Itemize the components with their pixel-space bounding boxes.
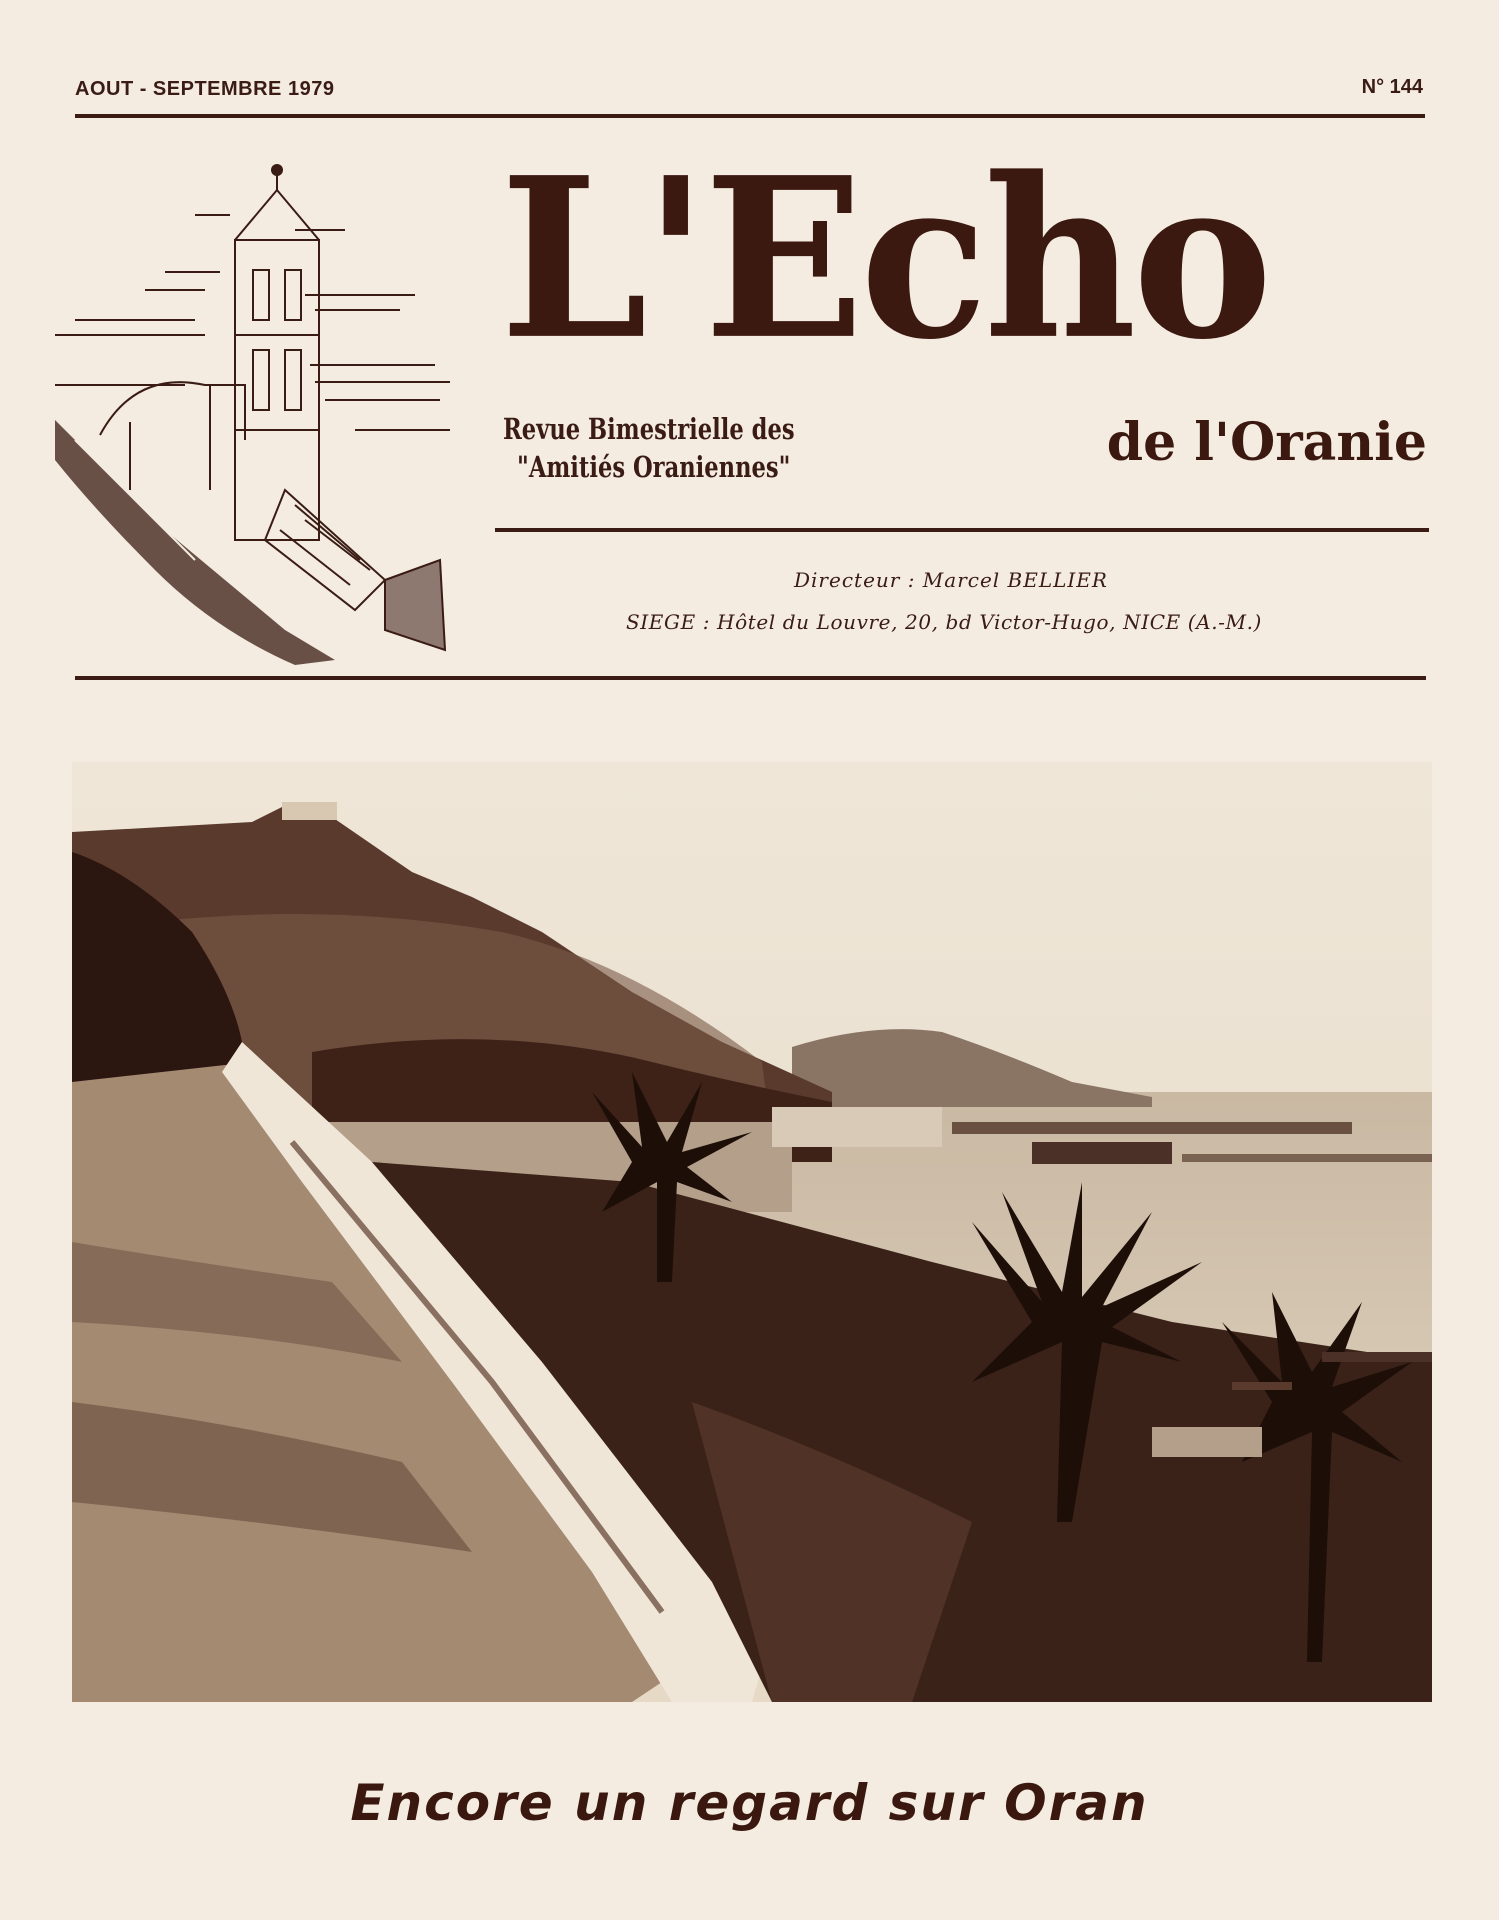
siege-line: SIEGE : Hôtel du Louvre, 20, bd Victor-Hugo, NICE (A.-M.) (626, 610, 1262, 634)
cover-caption: Encore un regard sur Oran (350, 1774, 1149, 1832)
top-rule (75, 114, 1425, 118)
masthead-subtitle (503, 410, 795, 486)
chapel-illustration (55, 160, 450, 670)
issue-date: AOUT - SEPTEMBRE 1979 (75, 78, 335, 100)
middle-rule (495, 528, 1429, 532)
subtitle-line-2: "Amitiés Oraniennes" (517, 450, 791, 484)
oran-harbor-photo (72, 762, 1432, 1702)
bottom-rule (75, 676, 1426, 680)
issue-number: N° 144 (1361, 76, 1423, 98)
director-line: Directeur : Marcel BELLIER (794, 568, 1108, 592)
subtitle-line-1: Revue Bimestrielle des (503, 412, 795, 446)
masthead-suffix: de l'Oranie (1106, 412, 1427, 473)
masthead-title: L'Echo (500, 129, 1269, 389)
